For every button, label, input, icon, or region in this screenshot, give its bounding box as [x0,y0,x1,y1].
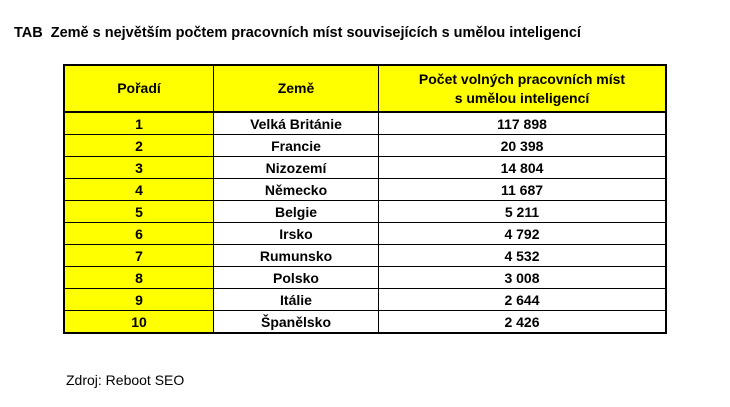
table-row [64,112,666,135]
jobs-cell: 117 898 [379,112,667,135]
table-row [64,223,666,245]
jobs-cell: 20 398 [379,135,667,157]
column-header-country: Země [214,65,379,112]
column-header-jobs [379,65,667,112]
country-cell: Polsko [214,267,379,289]
jobs-cell: 3 008 [379,267,667,289]
jobs-cell: 5 211 [379,201,667,223]
country-cell: Německo [214,179,379,201]
table-row [64,157,666,179]
rank-cell: 8 [64,267,214,289]
country-cell: Nizozemí [214,157,379,179]
table-row [64,267,666,289]
table-title [14,25,581,41]
jobs-cell: 4 532 [379,245,667,267]
table-row [64,201,666,223]
country-cell: Španělsko [214,311,379,334]
rank-cell: 9 [64,289,214,311]
country-cell: Belgie [214,201,379,223]
rank-cell: 10 [64,311,214,334]
column-header-rank: Pořadí [64,65,214,112]
source-note: Zdroj: Reboot SEO [66,372,185,388]
jobs-cell: 4 792 [379,223,667,245]
rank-cell: 6 [64,223,214,245]
rank-cell: 2 [64,135,214,157]
table-row [64,289,666,311]
ai-jobs-table [63,64,667,334]
rank-cell: 5 [64,201,214,223]
table-title-text: Země s největším počtem pracovních míst souvisejících s umělou inteligencí [50,25,581,41]
country-cell: Itálie [214,289,379,311]
country-cell: Francie [214,135,379,157]
jobs-cell: 14 804 [379,157,667,179]
column-header-jobs-line2: s umělou inteligencí [454,89,590,106]
table-row [64,311,666,334]
country-cell: Rumunsko [214,245,379,267]
country-cell: Velká Británie [214,112,379,135]
rank-cell: 3 [64,157,214,179]
rank-cell: 1 [64,112,214,135]
column-header-jobs-line1: Počet volných pracovních míst [418,70,626,87]
jobs-cell: 11 687 [379,179,667,201]
table-row [64,245,666,267]
jobs-cell: 2 426 [379,311,667,334]
rank-cell: 4 [64,179,214,201]
table-header-row [64,65,666,112]
table-row [64,179,666,201]
jobs-cell: 2 644 [379,289,667,311]
table-row [64,135,666,157]
table-body [64,112,666,333]
rank-cell: 7 [64,245,214,267]
table-label: TAB [14,25,43,41]
country-cell: Irsko [214,223,379,245]
